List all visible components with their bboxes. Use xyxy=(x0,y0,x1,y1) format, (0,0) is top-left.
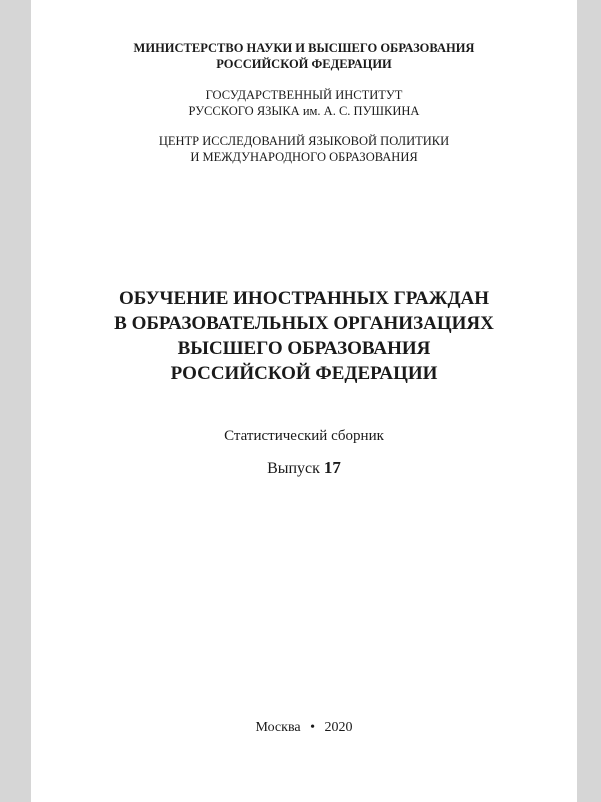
institute-line-2: РУССКОГО ЯЗЫКА им. А. С. ПУШКИНА xyxy=(188,104,420,118)
document-subtitle: Статистический сборник xyxy=(224,428,384,444)
institute-heading xyxy=(31,87,577,119)
institute-line-1: ГОСУДАРСТВЕННЫЙ ИНСТИТУТ xyxy=(205,88,403,102)
issue-label: Выпуск xyxy=(267,460,320,477)
imprint xyxy=(31,718,577,738)
title-line-3: ВЫСШЕГО ОБРАЗОВАНИЯ xyxy=(177,338,431,359)
title-page xyxy=(31,0,577,802)
issue-value: 17 xyxy=(323,458,341,477)
ministry-line-2: РОССИЙСКОЙ ФЕДЕРАЦИИ xyxy=(216,57,392,71)
title-line-4: РОССИЙСКОЙ ФЕДЕРАЦИИ xyxy=(170,363,438,384)
title-line-2: В ОБРАЗОВАТЕЛЬНЫХ ОРГАНИЗАЦИЯХ xyxy=(114,313,494,334)
imprint-separator: • xyxy=(310,720,315,735)
imprint-year: 2020 xyxy=(324,720,353,735)
ministry-line-1: МИНИСТЕРСТВО НАУКИ И ВЫСШЕГО ОБРАЗОВАНИЯ xyxy=(133,41,475,55)
left-margin xyxy=(0,0,31,802)
center-line-2: И МЕЖДУНАРОДНОГО ОБРАЗОВАНИЯ xyxy=(190,150,418,164)
center-heading xyxy=(31,133,577,165)
ministry-heading xyxy=(31,40,577,72)
document-title xyxy=(31,286,577,386)
center-line-1: ЦЕНТР ИССЛЕДОВАНИЙ ЯЗЫКОВОЙ ПОЛИТИКИ xyxy=(158,134,450,148)
issue-number xyxy=(31,457,577,480)
imprint-city: Москва xyxy=(255,720,301,735)
title-line-1: ОБУЧЕНИЕ ИНОСТРАННЫХ ГРАЖДАН xyxy=(118,288,490,309)
right-margin xyxy=(577,0,601,802)
